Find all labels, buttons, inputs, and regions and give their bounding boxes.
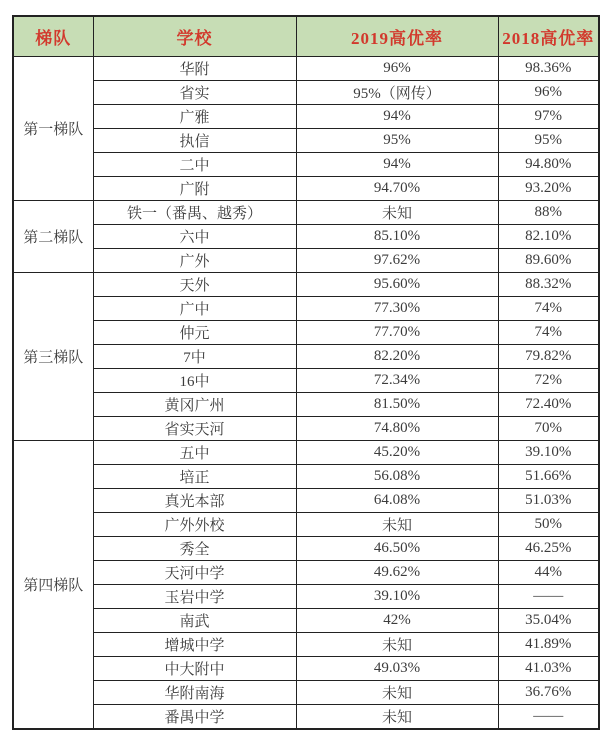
rate-2018-cell: 88% [498, 201, 599, 225]
school-cell: 广雅 [93, 105, 296, 129]
tier-cell: 第四梯队 [13, 441, 93, 730]
school-cell: 增城中学 [93, 633, 296, 657]
table-row [13, 249, 599, 273]
rate-2019-cell: 未知 [296, 201, 498, 225]
rate-2018-cell: 36.76% [498, 681, 599, 705]
table-row [13, 705, 599, 730]
school-cell: 六中 [93, 225, 296, 249]
rate-2018-cell: 89.60% [498, 249, 599, 273]
rate-2018-cell: 97% [498, 105, 599, 129]
rate-2018-cell: 50% [498, 513, 599, 537]
school-cell: 华附南海 [93, 681, 296, 705]
rate-2018-cell: 41.89% [498, 633, 599, 657]
school-cell: 秀全 [93, 537, 296, 561]
table-header [13, 16, 599, 57]
rate-2018-cell: 70% [498, 417, 599, 441]
col-header-rate-2018: 2018高优率 [498, 16, 599, 57]
table-row [13, 81, 599, 105]
school-cell: 黄冈广州 [93, 393, 296, 417]
rate-2019-cell: 未知 [296, 705, 498, 730]
table-row [13, 201, 599, 225]
rate-2019-cell: 77.30% [296, 297, 498, 321]
rate-2018-cell: —— [498, 585, 599, 609]
rate-2018-cell: 93.20% [498, 177, 599, 201]
table-row [13, 297, 599, 321]
rate-2018-cell: 35.04% [498, 609, 599, 633]
table-row [13, 633, 599, 657]
table-row [13, 537, 599, 561]
rate-2019-cell: 77.70% [296, 321, 498, 345]
school-cell: 省实 [93, 81, 296, 105]
table-row [13, 105, 599, 129]
table-row [13, 393, 599, 417]
rate-2019-cell: 64.08% [296, 489, 498, 513]
school-cell: 玉岩中学 [93, 585, 296, 609]
school-cell: 广中 [93, 297, 296, 321]
table-row [13, 417, 599, 441]
table-row [13, 225, 599, 249]
rate-2019-cell: 49.62% [296, 561, 498, 585]
rate-2019-cell: 39.10% [296, 585, 498, 609]
school-cell: 二中 [93, 153, 296, 177]
table-row [13, 489, 599, 513]
table-row [13, 129, 599, 153]
school-cell: 执信 [93, 129, 296, 153]
rate-2018-cell: 39.10% [498, 441, 599, 465]
rate-2018-cell: 94.80% [498, 153, 599, 177]
rate-2018-cell: 95% [498, 129, 599, 153]
table-row [13, 657, 599, 681]
rate-2018-cell: 74% [498, 297, 599, 321]
school-cell: 广外 [93, 249, 296, 273]
rate-2019-cell: 82.20% [296, 345, 498, 369]
rate-2019-cell: 49.03% [296, 657, 498, 681]
rate-2019-cell: 45.20% [296, 441, 498, 465]
rate-2018-cell: 44% [498, 561, 599, 585]
rate-2018-cell: 51.66% [498, 465, 599, 489]
school-cell: 16中 [93, 369, 296, 393]
table-row [13, 345, 599, 369]
rate-2019-cell: 56.08% [296, 465, 498, 489]
rate-2018-cell: 96% [498, 81, 599, 105]
school-cell: 真光本部 [93, 489, 296, 513]
table-row [13, 321, 599, 345]
rate-2019-cell: 72.34% [296, 369, 498, 393]
rate-2019-cell: 94% [296, 153, 498, 177]
rate-2019-cell: 未知 [296, 633, 498, 657]
table-body [13, 57, 599, 730]
rate-2019-cell: 81.50% [296, 393, 498, 417]
table-row [13, 465, 599, 489]
rate-2019-cell: 46.50% [296, 537, 498, 561]
school-cell: 仲元 [93, 321, 296, 345]
rate-2018-cell: 51.03% [498, 489, 599, 513]
table-row [13, 177, 599, 201]
school-cell: 省实天河 [93, 417, 296, 441]
rate-2019-cell: 85.10% [296, 225, 498, 249]
table-row [13, 561, 599, 585]
school-cell: 番禺中学 [93, 705, 296, 730]
tier-cell: 第一梯队 [13, 57, 93, 201]
rate-2018-cell: 72% [498, 369, 599, 393]
table-row [13, 153, 599, 177]
rate-2019-cell: 未知 [296, 681, 498, 705]
school-rate-table [12, 15, 600, 730]
table-row [13, 609, 599, 633]
rate-2019-cell: 未知 [296, 513, 498, 537]
rate-2018-cell: —— [498, 705, 599, 730]
tier-cell: 第三梯队 [13, 273, 93, 441]
school-cell: 铁一（番禺、越秀） [93, 201, 296, 225]
table-row [13, 57, 599, 81]
table-row [13, 369, 599, 393]
rate-2019-cell: 95%（网传） [296, 81, 498, 105]
school-cell: 广附 [93, 177, 296, 201]
school-cell: 中大附中 [93, 657, 296, 681]
school-rate-table-container [12, 15, 600, 730]
rate-2018-cell: 46.25% [498, 537, 599, 561]
table-row [13, 441, 599, 465]
school-cell: 南武 [93, 609, 296, 633]
rate-2019-cell: 97.62% [296, 249, 498, 273]
school-cell: 华附 [93, 57, 296, 81]
col-header-rate-2019: 2019高优率 [296, 16, 498, 57]
rate-2018-cell: 98.36% [498, 57, 599, 81]
col-header-tier: 梯队 [13, 16, 93, 57]
school-cell: 五中 [93, 441, 296, 465]
rate-2018-cell: 82.10% [498, 225, 599, 249]
rate-2019-cell: 42% [296, 609, 498, 633]
rate-2019-cell: 95% [296, 129, 498, 153]
school-cell: 天外 [93, 273, 296, 297]
rate-2018-cell: 74% [498, 321, 599, 345]
table-row [13, 681, 599, 705]
rate-2018-cell: 79.82% [498, 345, 599, 369]
rate-2018-cell: 88.32% [498, 273, 599, 297]
rate-2019-cell: 95.60% [296, 273, 498, 297]
col-header-school: 学校 [93, 16, 296, 57]
school-cell: 天河中学 [93, 561, 296, 585]
rate-2019-cell: 96% [296, 57, 498, 81]
rate-2018-cell: 72.40% [498, 393, 599, 417]
table-row [13, 273, 599, 297]
school-cell: 培正 [93, 465, 296, 489]
tier-cell: 第二梯队 [13, 201, 93, 273]
table-row [13, 585, 599, 609]
rate-2019-cell: 74.80% [296, 417, 498, 441]
school-cell: 7中 [93, 345, 296, 369]
header-row [13, 16, 599, 57]
rate-2019-cell: 94% [296, 105, 498, 129]
rate-2018-cell: 41.03% [498, 657, 599, 681]
table-row [13, 513, 599, 537]
rate-2019-cell: 94.70% [296, 177, 498, 201]
school-cell: 广外外校 [93, 513, 296, 537]
